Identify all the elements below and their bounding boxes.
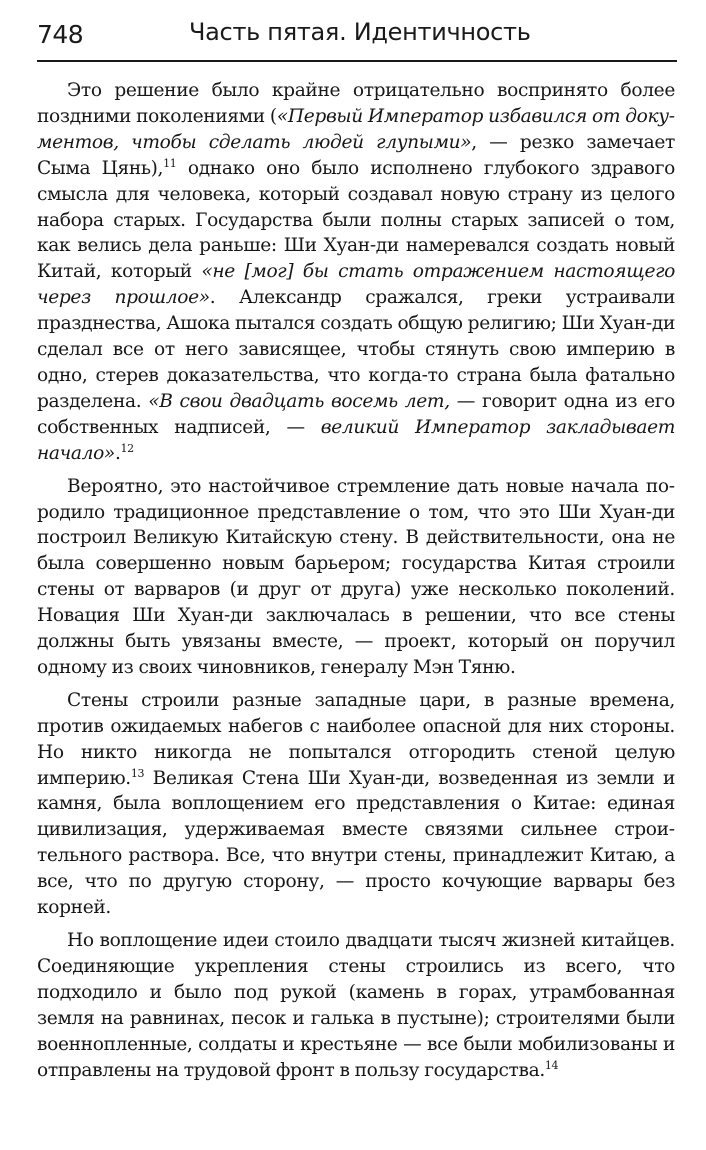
- page-header: [37, 14, 677, 54]
- italic-quote: «не [мог] бы стать отражением настоящего через прошлое»: [37, 261, 675, 309]
- text-run: Но воплощение идеи стоило двадцати тысяч жизней китайцев. Соединяющие укрепления стены строились из всего, что подходило и было под рукой (камень в горах, утрамбованная земля на равнинах, песок и галька в пустыне); строителями были военнопленные, солдаты и крестьяне — все были мобилизованы и отправлены на трудовой фронт в пользу государства.: [37, 930, 675, 1081]
- paragraph-4: [37, 928, 675, 1083]
- text-run: однако оно было исполнено глубокого здравого смысла для человека, который создавал новую страну из целого набора старых. Государства были полны старых записей о том, как велись дела раньше: Ши Хуан-ди намеревался создать новый Китай, который: [37, 157, 675, 283]
- text-run: Великая Стена Ши Хуан-ди, возведенная из земли и камня, была воплощением его представления о Китае: единая цивилизация, удерживаемая вместе связями сильнее строительного раствора. Все, что внутри стены, принадлежит Китаю, а все, что по другую сторону, — просто кочующие варвары без корней.: [37, 767, 675, 919]
- italic-quote: «Первый Император избавился от документов, чтобы сделать людей глупыми»: [37, 105, 675, 153]
- paragraph-3: [37, 688, 675, 921]
- text-run: Стены строили разные западные цари, в разные времена, против ожидаемых набегов с наиболее опасной для них стороны. Но никто никогда не попытался отгородить стеной целую империю.: [37, 689, 675, 789]
- footnote-ref: 12: [120, 441, 134, 455]
- body-text: [37, 78, 675, 1083]
- footnote-ref: 11: [163, 156, 177, 170]
- text-run: — говорит одна из его собственных надписей, —: [37, 390, 675, 438]
- italic-quote: «В свои двадцать восемь лет,: [148, 390, 450, 412]
- paragraph-2: [37, 474, 675, 681]
- text-run: Это решение было крайне отрицательно воспринято более поздними поколениями (: [37, 80, 675, 127]
- text-run: .: [114, 442, 121, 464]
- page-number: 748: [37, 20, 84, 49]
- running-head: Часть пятая. Идентичность: [189, 18, 531, 46]
- paragraph-1: [37, 78, 675, 467]
- header-rule: [37, 60, 677, 62]
- footnote-ref: 13: [130, 766, 145, 780]
- footnote-ref: 14: [544, 1058, 559, 1072]
- text-run: Вероятно, это настойчивое стремление дать новые начала породило традиционное представление о том, что это Ши Хуан-ди построил Великую Китайскую стену. В действительности, она не была совершенно новым барьером; государства Китая строили стены от варваров (и друг от друга) уже несколько поколений. Новация Ши Хуан-ди заключалась в решении, что все стены должны быть увязаны вместе, — проект, который он поручил одному из своих чиновников, генералу Мэн Тяню.: [37, 475, 675, 678]
- text-run: . Александр сражался, греки устраивали празднества, Ашока пытался создать общую религию; Ши Хуан-ди сделал все от него зависящее, чтобы стянуть свою империю в одно, стерев доказательства, что когда-то страна была фатально разделена.: [37, 287, 675, 412]
- italic-quote: великий Император закладывает начало»: [37, 416, 676, 464]
- text-run: , — резко замечает Сыма Цянь),: [37, 131, 675, 179]
